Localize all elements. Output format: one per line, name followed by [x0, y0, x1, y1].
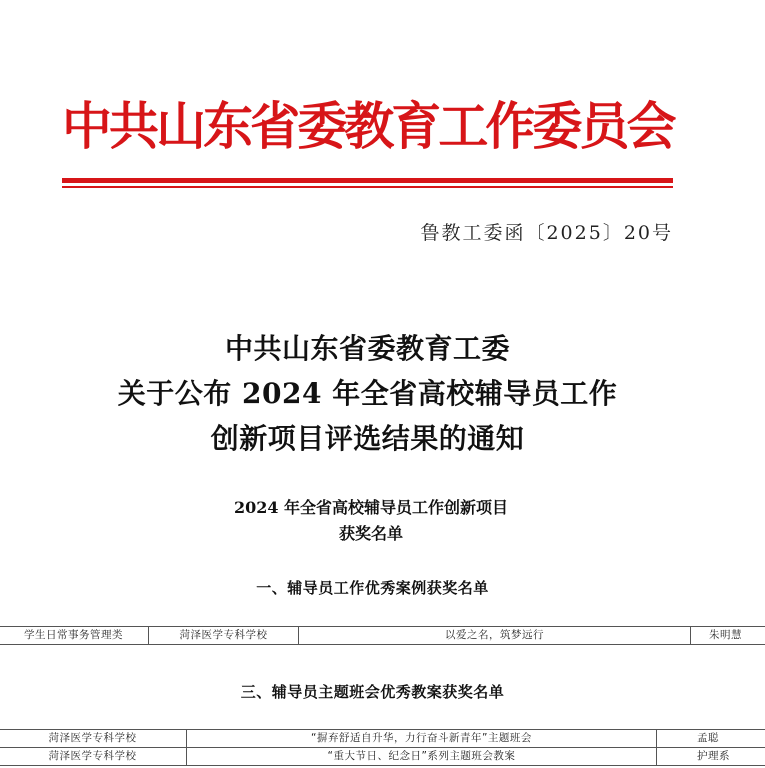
- award-list-title: [0, 495, 742, 547]
- award-list-title-line-2: 获奖名单: [338, 524, 403, 543]
- notice-title-line-2: 关于公布 2024 年全省高校辅导员工作: [117, 377, 618, 410]
- table-cell-plan-title: “重大节日、纪念日”系列主题班会教案: [187, 748, 657, 766]
- table-cell-category: 学生日常事务管理类: [0, 627, 149, 645]
- table-cell-plan-title: “摒弃舒适自升华，力行奋斗新青年”主题班会: [187, 730, 657, 748]
- table-cell-project: 以爱之名，筑梦远行: [299, 627, 691, 645]
- table-row: [0, 748, 765, 766]
- table-cell-school: 菏泽医学专科学校: [0, 748, 187, 766]
- table-cell-school: 菏泽医学专科学校: [0, 730, 187, 748]
- document-number: 鲁教工委函〔2025〕20号: [420, 222, 673, 244]
- notice-title-line-3: 创新项目评选结果的通知: [210, 422, 525, 455]
- section-3-table: [0, 729, 765, 766]
- table-cell-person: 朱明慧: [691, 627, 765, 645]
- header-red-rule-thick: [62, 178, 673, 183]
- section-1-heading: 一、辅导员工作优秀案例获奖名单: [256, 579, 489, 597]
- header-red-rule-thin: [62, 186, 673, 188]
- table-cell-school: 菏泽医学专科学校: [149, 627, 299, 645]
- table-row: [0, 627, 765, 645]
- notice-title-line-1: 中共山东省委教育工委: [224, 332, 510, 365]
- table-cell-person: 护理系: [657, 748, 765, 766]
- award-list-title-line-1: 2024 年全省高校辅导员工作创新项目: [233, 498, 509, 517]
- section-3-heading: 三、辅导员主题班会优秀教案获奖名单: [240, 683, 505, 701]
- table-cell-person: 孟聪: [657, 730, 765, 748]
- table-row: [0, 730, 765, 748]
- issuing-organization-header: 中共山东省委教育工作委员会: [62, 97, 674, 157]
- notice-title: [0, 326, 735, 461]
- section-1-table: [0, 626, 765, 645]
